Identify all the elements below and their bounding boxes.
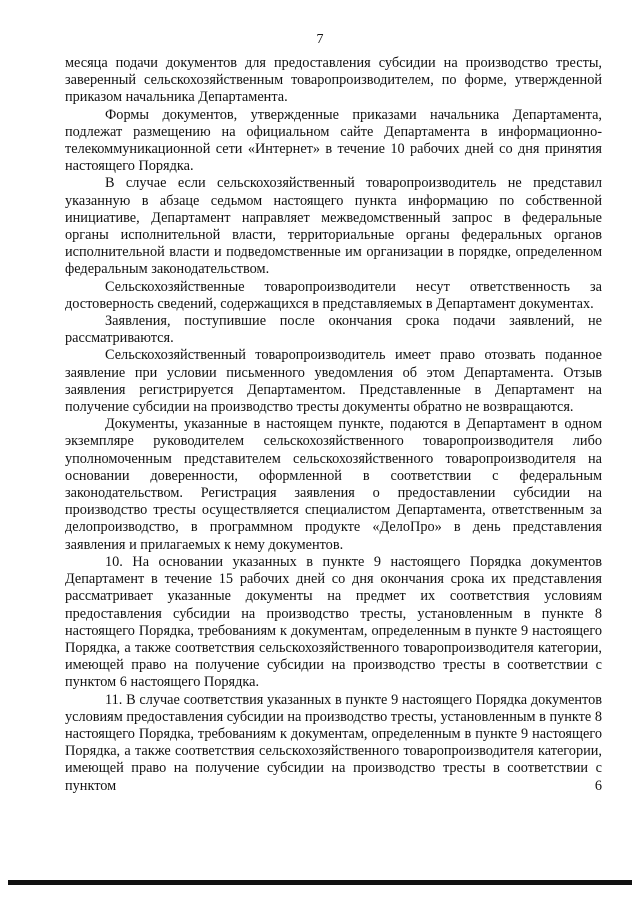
paragraph-late-applications: Заявления, поступившие после окончания срока подачи заявлений, не рассматриваются. xyxy=(65,313,602,347)
page-number: 7 xyxy=(316,32,324,47)
paragraph-continuation: месяца подачи документов для предоставления субсидии на производство тресты, заверенный сельскохозяйственным товаропроизводителем, по форме, утвержденной приказом начальника Департамента. xyxy=(65,55,602,106)
page-bottom-rule xyxy=(8,880,632,885)
paragraph-clause-10: 10. На основании указанных в пункте 9 настоящего Порядка документов Департамент в течение 15 рабочих дней со дня окончания срока их представления рассматривает указанные документы на предмет их соответствия условиям предоставления субсидии на производство тресты, установленным в пункте 8 настоящего Порядка, требованиям к документам, определенным в пункте 9 настоящего Порядка, а также соответствия сельскохозяйственного товаропроизводителя категории, имеющей право на получение субсидии на производство тресты в соответствии с пунктом 6 настоящего Порядка. xyxy=(65,553,602,691)
document-body xyxy=(65,55,602,795)
paragraph-clause-11: 11. В случае соответствия указанных в пункте 9 настоящего Порядка документов условиям предоставления субсидии на производство тресты, установленным в пункте 8 настоящего Порядка, требованиям к документам, определенным в пункте 9 настоящего Порядка, а также соответствия сельскохозяйственного товаропроизводителя категории, имеющей право на получение субсидии на производство тресты в соответствии с пунктом 6 xyxy=(65,691,602,794)
paragraph-document-forms: Формы документов, утвержденные приказами начальника Департамента, подлежат размещению на официальном сайте Департамента в информационно-телекоммуникационной сети «Интернет» в течение 10 рабочих дней со дня принятия настоящего Порядка. xyxy=(65,106,602,175)
paragraph-interdepartmental-request: В случае если сельскохозяйственный товаропроизводитель не представил указанную в абзаце седьмом настоящего пункта информацию по собственной инициативе, Департамент направляет межведомственный запрос в федеральные органы исполнительной власти, территориальные органы федеральных органов исполнительной власти и подведомственные им организации в порядке, определенном федеральным законодательством. xyxy=(65,175,602,278)
paragraph-withdrawal: Сельскохозяйственный товаропроизводитель имеет право отозвать поданное заявление при условии письменного уведомления об этом Департамента. Отзыв заявления регистрируется Департаментом. Представленные в Департамент на получение субсидии на производство тресты документы обратно не возвращаются. xyxy=(65,347,602,416)
paragraph-submission: Документы, указанные в настоящем пункте, подаются в Департамент в одном экземпляре руководителем сельскохозяйственного товаропроизводителя либо уполномоченным представителем сельскохозяйственного товаропроизводителя на основании доверенности, оформленной в соответствии с федеральным законодательством. Регистрация заявления о предоставлении субсидии на производство тресты осуществляется специалистом Департамента, ответственным за делопроизводство, в программном продукте «ДелоПро» в день представления заявления и прилагаемых к нему документов. xyxy=(65,416,602,553)
paragraph-responsibility: Сельскохозяйственные товаропроизводители несут ответственность за достоверность сведений, содержащихся в представляемых в Департамент документах. xyxy=(65,278,602,312)
